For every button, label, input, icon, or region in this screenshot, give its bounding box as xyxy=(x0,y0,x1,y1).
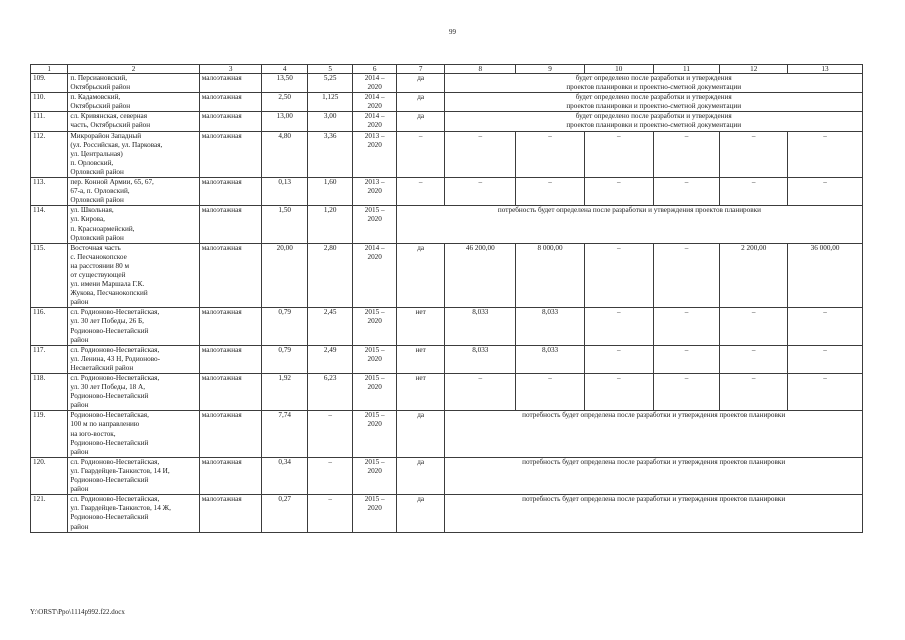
volume-value: – xyxy=(307,495,352,532)
site-name xyxy=(68,374,199,411)
site-name-line: Орловский район xyxy=(70,167,124,176)
area-value: 13,00 xyxy=(262,112,307,131)
amount-cell: – xyxy=(788,178,863,206)
volume-value: 3,00 xyxy=(307,112,352,131)
site-name-line: район xyxy=(70,335,89,344)
period-line: 2020 xyxy=(367,420,382,429)
column-header: 3 xyxy=(199,65,262,74)
period xyxy=(353,495,396,532)
amount-cell: 8,033 xyxy=(516,308,585,345)
period xyxy=(353,411,396,457)
requirement-note xyxy=(396,206,862,243)
site-name xyxy=(68,243,199,308)
amount-cell: – xyxy=(653,243,720,308)
volume-value: 1,125 xyxy=(307,93,352,112)
building-type: малоэтажная xyxy=(199,345,262,373)
site-name-line: Несветайский район xyxy=(70,363,134,372)
site-name-line: ул. Ленина, 43 Н, Родионово- xyxy=(70,354,161,363)
site-name-line: Родионово-Несветайский xyxy=(70,326,149,335)
site-name xyxy=(68,74,199,93)
column-header: 12 xyxy=(720,65,788,74)
amount-cell: 46 200,00 xyxy=(445,243,516,308)
volume-value: 2,49 xyxy=(307,345,352,373)
row-number: 113. xyxy=(31,178,68,206)
column-header: 4 xyxy=(262,65,307,74)
period-line: 2020 xyxy=(367,215,382,224)
site-name-line: п. Орловский, xyxy=(70,158,114,167)
amount-cell: – xyxy=(584,243,653,308)
site-name xyxy=(68,495,199,532)
site-name xyxy=(68,178,199,206)
site-name-line: ул. Школьная, xyxy=(70,206,114,215)
amount-cell: – xyxy=(584,131,653,177)
site-name-line: 67-а, п. Орловский, xyxy=(70,187,130,196)
site-name-line: Родионово-Несветайский xyxy=(70,438,149,447)
period-line: 2020 xyxy=(367,466,382,475)
row-number: 120. xyxy=(31,457,68,494)
requirement-note-line: будет определено после разработки и утверждения xyxy=(575,112,732,121)
amount-cell: 8,033 xyxy=(445,345,516,373)
file-path: Y:\ORST\Ppo\1114p992.f22.docx xyxy=(30,608,125,616)
row-number: 111. xyxy=(31,112,68,131)
site-name-line: сл. Родионово-Несветайская, xyxy=(70,374,160,382)
site-name xyxy=(68,308,199,345)
amount-cell: – xyxy=(584,345,653,373)
period-line: 2020 xyxy=(367,504,382,513)
period xyxy=(353,308,396,345)
volume-value: – xyxy=(307,411,352,457)
site-name-line: Родионово-Несветайский xyxy=(70,476,149,485)
period-line: 2015 – xyxy=(364,411,385,420)
availability: – xyxy=(396,178,445,206)
row-number: 112. xyxy=(31,131,68,177)
column-header: 7 xyxy=(396,65,445,74)
availability: да xyxy=(396,457,445,494)
amount-cell: 2 200,00 xyxy=(720,243,788,308)
column-header: 11 xyxy=(653,65,720,74)
requirement-note-line: проектов планировки и проектно-сметной документации xyxy=(566,83,742,92)
period xyxy=(353,178,396,206)
table-row xyxy=(31,243,863,308)
requirement-note xyxy=(445,93,863,112)
area-value: 20,00 xyxy=(262,243,307,308)
site-name-line: Октябрьский район xyxy=(70,102,131,111)
site-name-line: сл. Родионово-Несветайская, xyxy=(70,308,160,317)
building-type: малоэтажная xyxy=(199,495,262,532)
site-name-line: Жукова, Песчанокопский xyxy=(70,289,148,298)
requirement-note-line: проектов планировки и проектно-сметной документации xyxy=(566,102,742,111)
period xyxy=(353,457,396,494)
volume-value: – xyxy=(307,457,352,494)
site-name-line: п. Красноармейский, xyxy=(70,224,135,233)
site-name-line: ул. 30 лет Победы, 26 Б, xyxy=(70,317,144,326)
period-line: 2015 – xyxy=(364,457,385,466)
availability: да xyxy=(396,74,445,93)
area-value: 0,79 xyxy=(262,308,307,345)
site-name-line: п. Персиановский, xyxy=(70,74,127,82)
amount-cell: – xyxy=(788,345,863,373)
site-name-line: ул. Гвардейцев-Танкистов, 14 Ж, xyxy=(70,504,171,513)
site-name-line: от существующей xyxy=(70,270,126,279)
row-number: 121. xyxy=(31,495,68,532)
area-value: 0,13 xyxy=(262,178,307,206)
period xyxy=(353,112,396,131)
period-line: 2013 – xyxy=(364,178,385,187)
area-value: 13,50 xyxy=(262,74,307,93)
building-type: малоэтажная xyxy=(199,112,262,131)
site-name-line: пер. Конной Армии, 65, 67, xyxy=(70,178,154,187)
amount-cell: 8 000,00 xyxy=(516,243,585,308)
period-line: 2020 xyxy=(367,187,382,196)
period xyxy=(353,206,396,243)
column-header: 10 xyxy=(584,65,653,74)
site-name-line: на расстоянии 80 м xyxy=(70,261,130,270)
period-line: 2020 xyxy=(367,102,382,111)
requirement-note-line: будет определено после разработки и утверждения xyxy=(575,93,732,102)
site-name xyxy=(68,206,199,243)
column-header: 8 xyxy=(445,65,516,74)
row-number: 115. xyxy=(31,243,68,308)
amount-cell: – xyxy=(653,345,720,373)
period-line: 2014 – xyxy=(364,243,385,252)
amount-cell: – xyxy=(720,374,788,411)
amount-cell: – xyxy=(653,374,720,411)
area-value: 0,27 xyxy=(262,495,307,532)
row-number: 117. xyxy=(31,345,68,373)
requirement-note-line: потребность будет определена после разработки и утверждения проектов планировки xyxy=(522,411,786,420)
area-value: 4,80 xyxy=(262,131,307,177)
amount-cell: – xyxy=(584,178,653,206)
column-header: 6 xyxy=(353,65,396,74)
table-row xyxy=(31,495,863,532)
volume-value: 3,36 xyxy=(307,131,352,177)
site-name-line: ул. Кирова, xyxy=(70,215,105,224)
amount-cell: – xyxy=(653,308,720,345)
period-line: 2015 – xyxy=(364,495,385,504)
row-number: 109. xyxy=(31,74,68,93)
availability: да xyxy=(396,243,445,308)
table-row xyxy=(31,457,863,494)
site-name-line: Родионово-Несветайская, xyxy=(70,411,149,420)
site-name-line: с. Песчанокопское xyxy=(70,252,127,261)
table-row xyxy=(31,411,863,457)
site-name-line: район xyxy=(70,298,89,307)
period-line: 2020 xyxy=(367,83,382,92)
site-name-line: часть, Октябрьский район xyxy=(70,121,151,130)
row-number: 110. xyxy=(31,93,68,112)
amount-cell: – xyxy=(653,131,720,177)
amount-cell: – xyxy=(720,308,788,345)
requirement-note-line: потребность будет определена после разработки и утверждения проектов планировки xyxy=(522,457,786,466)
amount-cell: – xyxy=(516,374,585,411)
period-line: 2015 – xyxy=(364,308,385,317)
site-name-line: район xyxy=(70,401,89,410)
period-line: 2020 xyxy=(367,252,382,261)
site-name xyxy=(68,457,199,494)
requirement-note xyxy=(445,74,863,93)
building-type: малоэтажная xyxy=(199,243,262,308)
site-name-line: Орловский район xyxy=(70,233,124,242)
site-name-line: район xyxy=(70,485,89,494)
period xyxy=(353,243,396,308)
site-name xyxy=(68,112,199,131)
availability: нет xyxy=(396,308,445,345)
table-row xyxy=(31,93,863,112)
period-line: 2020 xyxy=(367,140,382,149)
site-name-line: район xyxy=(70,522,89,531)
amount-cell: – xyxy=(516,178,585,206)
requirement-note-line: потребность будет определена после разработки и утверждения проектов планировки xyxy=(522,495,786,504)
building-type: малоэтажная xyxy=(199,457,262,494)
availability: да xyxy=(396,495,445,532)
volume-value: 2,80 xyxy=(307,243,352,308)
amount-cell: – xyxy=(445,374,516,411)
amount-cell: – xyxy=(788,131,863,177)
site-name xyxy=(68,345,199,373)
amount-cell: – xyxy=(720,345,788,373)
area-value: 2,50 xyxy=(262,93,307,112)
amount-cell: – xyxy=(653,178,720,206)
site-name-line: Родионово-Несветайский xyxy=(70,513,149,522)
amount-cell: 8,033 xyxy=(516,345,585,373)
availability: – xyxy=(396,131,445,177)
requirement-note-line: проектов планировки и проектно-сметной документации xyxy=(566,121,742,130)
row-number: 118. xyxy=(31,374,68,411)
amount-cell: – xyxy=(788,308,863,345)
building-type: малоэтажная xyxy=(199,74,262,93)
column-header: 1 xyxy=(31,65,68,74)
site-name-line: на юго-восток, xyxy=(70,429,116,438)
period xyxy=(353,93,396,112)
site-name-line: Родионово-Несветайский xyxy=(70,392,149,401)
amount-cell: 8,033 xyxy=(445,308,516,345)
site-name-line: ул. Гвардейцев-Танкистов, 14 И, xyxy=(70,466,170,475)
site-name xyxy=(68,131,199,177)
area-value: 0,34 xyxy=(262,457,307,494)
site-name-line: 100 м по направлению xyxy=(70,420,140,429)
period-line: 2014 – xyxy=(364,93,385,102)
table-row xyxy=(31,178,863,206)
column-header: 13 xyxy=(788,65,863,74)
page-number: 99 xyxy=(449,28,456,36)
table-row xyxy=(31,74,863,93)
area-value: 7,74 xyxy=(262,411,307,457)
period xyxy=(353,131,396,177)
area-value: 0,79 xyxy=(262,345,307,373)
period-line: 2013 – xyxy=(364,131,385,140)
availability: нет xyxy=(396,345,445,373)
site-name-line: сл. Родионово-Несветайская, xyxy=(70,345,160,354)
site-name-line: сл. Родионово-Несветайская, xyxy=(70,495,160,504)
table-row xyxy=(31,308,863,345)
table-body xyxy=(31,74,863,533)
availability: нет xyxy=(396,374,445,411)
site-name-line: сл. Кривянская, северная xyxy=(70,112,148,121)
amount-cell: – xyxy=(445,178,516,206)
volume-value: 1,60 xyxy=(307,178,352,206)
site-name-line: п. Кадамовский, xyxy=(70,93,121,102)
volume-value: 5,25 xyxy=(307,74,352,93)
amount-cell: – xyxy=(445,131,516,177)
building-type: малоэтажная xyxy=(199,308,262,345)
table-row xyxy=(31,112,863,131)
header-row xyxy=(31,65,863,74)
volume-value: 6,23 xyxy=(307,374,352,411)
amount-cell: – xyxy=(516,131,585,177)
period xyxy=(353,374,396,411)
amount-cell: – xyxy=(720,131,788,177)
site-name-line: Октябрьский район xyxy=(70,83,131,92)
requirement-note xyxy=(445,411,863,457)
requirement-note xyxy=(445,457,863,494)
period-line: 2014 – xyxy=(364,74,385,82)
period-line: 2020 xyxy=(367,121,382,130)
table-row xyxy=(31,374,863,411)
site-name-line: район xyxy=(70,447,89,456)
amount-cell: – xyxy=(788,374,863,411)
amount-cell: – xyxy=(584,308,653,345)
volume-value: 1,20 xyxy=(307,206,352,243)
period xyxy=(353,74,396,93)
availability: да xyxy=(396,112,445,131)
availability: да xyxy=(396,411,445,457)
building-type: малоэтажная xyxy=(199,178,262,206)
row-number: 119. xyxy=(31,411,68,457)
column-header: 5 xyxy=(307,65,352,74)
register-table xyxy=(30,64,863,533)
site-name-line: ул. 30 лет Победы, 18 А, xyxy=(70,383,146,392)
period-line: 2020 xyxy=(367,383,382,392)
site-name-line: (ул. Российская, ул. Парковая, xyxy=(70,140,163,149)
row-number: 114. xyxy=(31,206,68,243)
table-row xyxy=(31,345,863,373)
requirement-note-line: будет определено после разработки и утверждения xyxy=(575,74,732,82)
requirement-note xyxy=(445,112,863,131)
site-name-line: ул. Центральная) xyxy=(70,149,123,158)
table-row xyxy=(31,131,863,177)
building-type: малоэтажная xyxy=(199,131,262,177)
amount-cell: – xyxy=(720,178,788,206)
period-line: 2015 – xyxy=(364,345,385,354)
period-line: 2020 xyxy=(367,354,382,363)
volume-value: 2,45 xyxy=(307,308,352,345)
site-name xyxy=(68,411,199,457)
site-name-line: Микрорайон Западный xyxy=(70,131,142,140)
site-name-line: сл. Родионово-Несветайская, xyxy=(70,457,160,466)
building-type: малоэтажная xyxy=(199,374,262,411)
period-line: 2015 – xyxy=(364,206,385,215)
site-name-line: ул. имени Маршала Г.К. xyxy=(70,280,145,289)
availability: да xyxy=(396,93,445,112)
site-name-line: Восточная часть xyxy=(70,243,121,252)
requirement-note-line: потребность будет определена после разработки и утверждения проектов планировки xyxy=(497,206,761,215)
column-header: 9 xyxy=(516,65,585,74)
site-name-line: Орловский район xyxy=(70,196,124,205)
period xyxy=(353,345,396,373)
column-header: 2 xyxy=(68,65,199,74)
table-row xyxy=(31,206,863,243)
period-line: 2014 – xyxy=(364,112,385,121)
period-line: 2015 – xyxy=(364,374,385,382)
period-line: 2020 xyxy=(367,317,382,326)
amount-cell: – xyxy=(584,374,653,411)
building-type: малоэтажная xyxy=(199,411,262,457)
building-type: малоэтажная xyxy=(199,93,262,112)
amount-cell: 36 000,00 xyxy=(788,243,863,308)
row-number: 116. xyxy=(31,308,68,345)
requirement-note xyxy=(445,495,863,532)
building-type: малоэтажная xyxy=(199,206,262,243)
site-name xyxy=(68,93,199,112)
area-value: 1,50 xyxy=(262,206,307,243)
area-value: 1,92 xyxy=(262,374,307,411)
